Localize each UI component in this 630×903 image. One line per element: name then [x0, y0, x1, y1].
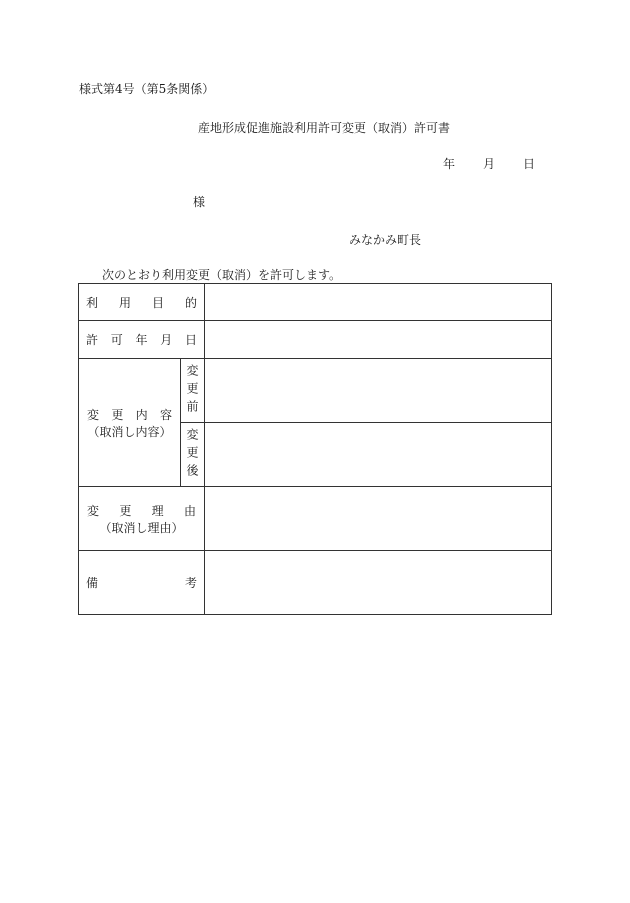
reason-sub: （取消し理由） — [99, 520, 184, 535]
addressee-suffix: 様 — [193, 195, 206, 209]
document-title: 産地形成促進施設利用許可変更（取消）許可書 — [198, 121, 451, 135]
row-remarks — [79, 551, 552, 615]
issuer: みなかみ町長 — [349, 233, 422, 247]
reason-label: 変更理由 — [87, 503, 197, 518]
remarks-value[interactable] — [205, 551, 552, 615]
after-label: 変更後 — [185, 427, 199, 482]
before-label-cell — [181, 359, 205, 423]
form-number: 様式第4号（第5条関係） — [79, 82, 215, 96]
date-year: 年 — [443, 157, 456, 171]
row-reason — [79, 487, 552, 551]
change-content-cell — [79, 359, 181, 487]
permit-date-value[interactable] — [205, 321, 552, 359]
change-content-sub: （取消し内容） — [87, 424, 172, 439]
permit-date-label: 許可年月日 — [79, 321, 205, 359]
before-value[interactable] — [205, 359, 552, 423]
date-line — [443, 155, 535, 172]
reason-value[interactable] — [205, 487, 552, 551]
after-label-cell — [181, 423, 205, 487]
row-change-before — [79, 359, 552, 423]
date-month: 月 — [483, 157, 496, 171]
before-label: 変更前 — [185, 363, 199, 418]
purpose-value[interactable] — [205, 284, 552, 321]
purpose-label: 利用目的 — [79, 284, 205, 321]
permit-table — [78, 283, 552, 615]
row-permit-date — [79, 321, 552, 359]
date-day: 日 — [523, 157, 536, 171]
row-purpose — [79, 284, 552, 321]
remarks-label: 備考 — [79, 551, 205, 615]
reason-cell — [79, 487, 205, 551]
after-value[interactable] — [205, 423, 552, 487]
lead-text: 次のとおり利用変更（取消）を許可します。 — [102, 268, 342, 282]
change-content-label: 変更内容 — [87, 407, 172, 422]
